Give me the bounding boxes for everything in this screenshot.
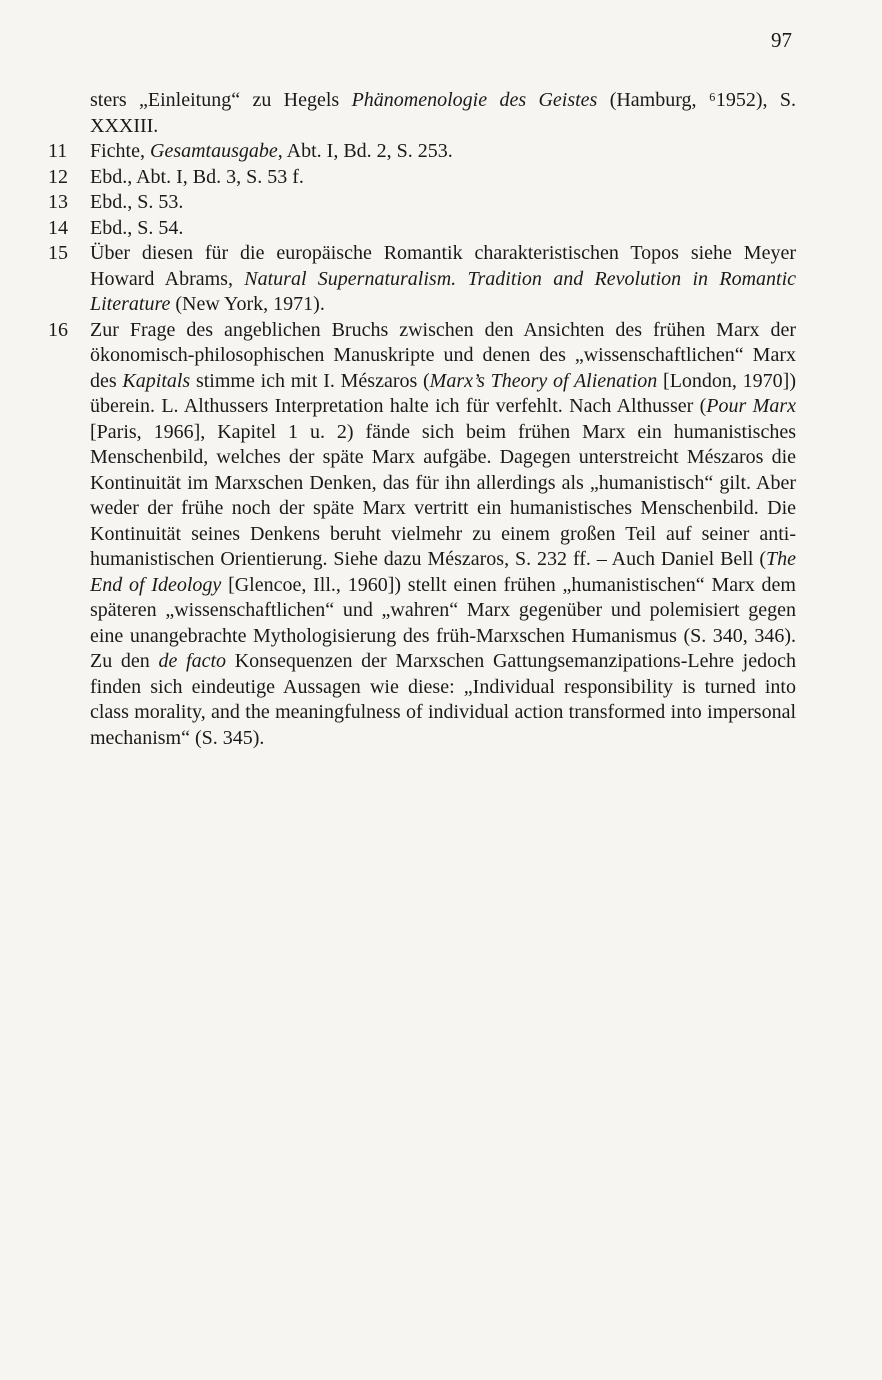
footnote	[48, 318, 796, 752]
footnote-text: Über diesen für die europäische Romantik charakteristischen Topos siehe Meyer Howard Abrams,	[90, 242, 796, 290]
page-number: 97	[771, 28, 792, 52]
continuation-text-after: (Hamburg, ⁶1952), S. XXXIII.	[90, 89, 796, 137]
footnote-title: Natural Supernaturalism. Tradition and Revolution in Romantic Literature	[90, 267, 797, 315]
footnote	[48, 165, 796, 191]
footnote-text: (New York, 1971).	[170, 293, 325, 315]
footnote-title: Pour Marx	[706, 395, 796, 417]
footnote	[48, 139, 796, 165]
footnote-text: , Abt. I, Bd. 2, S. 253.	[277, 140, 453, 162]
footnote-continuation	[48, 88, 796, 139]
footnote-title: Gesamtausgabe	[150, 140, 278, 162]
continuation-text-before: sters „Einleitung“ zu Hegels	[90, 89, 352, 111]
footnote-text: stimme ich mit I. Mészaros (	[190, 369, 430, 392]
footnote-number: 15	[48, 242, 68, 264]
footnote-title: de facto	[158, 650, 227, 672]
footnote-text: [London, 1970]) überein. L. Althussers Interpretation halte ich für verfehlt. Nach Althusser (	[90, 369, 796, 417]
footnote-title: Kapitals	[122, 369, 191, 392]
footnote	[48, 216, 796, 242]
footnote-number: 11	[48, 140, 68, 162]
footnotes-section	[48, 88, 796, 751]
footnote-title: Marx’s Theory of Alienation	[429, 369, 658, 392]
footnote-text: [Paris, 1966], Kapitel 1 u. 2) fände sich beim frühen Marx ein humanistisches Menschenbild, welches der späte Marx aufgäbe. Dagegen unterstreicht Mészaros die Kontinuität im Marxschen Denken, das für ihn allerdings als „humanistisch“ gilt. Aber weder der frühe noch der späte Marx vertritt ein humanistisches Menschenbild. Die Kontinuität seines Denkens beruht vielmehr zu einem großen Teil auf seiner anti-humanistischen Orientierung. Siehe dazu Mészaros, S. 232 ff. – Auch Daniel Bell (	[90, 420, 796, 570]
footnote-text: Konsequenzen der Marxschen Gattungsemanzipations-Lehre jedoch finden sich eindeutige Aussagen wie diese: „Individual responsibility is turned into class morality, and the meaningfulness of individual action transformed into impersonal mechanism“ (S. 345).	[90, 650, 796, 749]
footnote-text: [Glencoe, Ill., 1960]) stellt einen frühen „humanistischen“ Marx dem späteren „wissenschaftlichen“ und „wahren“ Marx gegenüber und polemisiert gegen eine unangebrachte Mythologisierung des früh-Marxschen Humanismus (S. 340, 346). Zu den	[90, 573, 796, 672]
footnote-number: 13	[48, 191, 68, 213]
footnote-text: Ebd., S. 53.	[90, 191, 184, 213]
footnote-list	[48, 139, 796, 751]
footnote-number: 12	[48, 165, 68, 188]
footnote	[48, 241, 796, 318]
footnote-text: Ebd., Abt. I, Bd. 3, S. 53 f.	[90, 165, 304, 188]
footnote-number: 16	[48, 318, 68, 341]
footnote-text: Fichte,	[90, 140, 150, 162]
footnote	[48, 190, 796, 216]
continuation-title: Phänomenologie des Geistes	[351, 89, 598, 111]
footnote-text: Ebd., S. 54.	[90, 216, 184, 239]
footnote-title: The End of Ideology	[90, 548, 796, 596]
footnote-text: Zur Frage des angeblichen Bruchs zwischen den Ansichten des frühen Marx der ökonomisch-philosophischen Manuskripte und denen des „wissenschaftlichen“ Marx des	[90, 318, 796, 392]
footnote-number: 14	[48, 216, 68, 239]
